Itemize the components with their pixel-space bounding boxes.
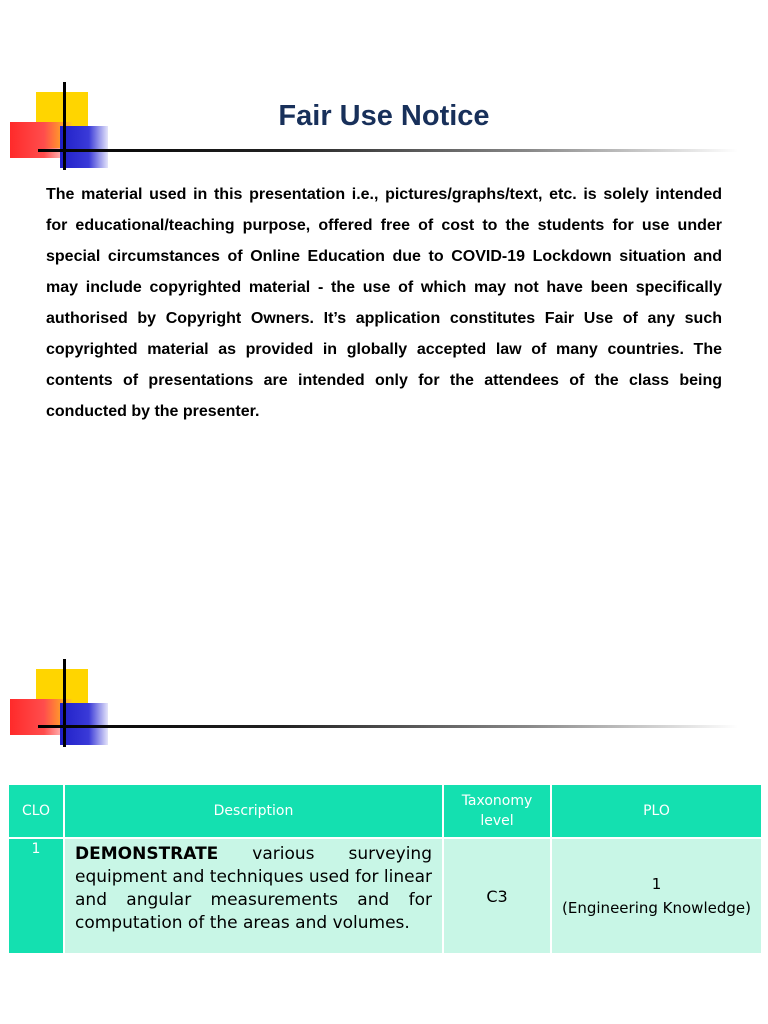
plo-label: (Engineering Knowledge) — [562, 899, 751, 917]
header-plo: PLO — [551, 784, 762, 838]
description-verb: DEMONSTRATE — [75, 844, 219, 864]
cell-clo-number: 1 — [8, 838, 64, 954]
header-taxonomy — [443, 784, 551, 838]
header-description: Description — [64, 784, 443, 838]
cell-plo — [551, 838, 762, 954]
slide-decoration-bottom — [10, 659, 130, 759]
vertical-line — [63, 659, 66, 747]
clo-table — [7, 783, 763, 955]
plo-number: 1 — [651, 875, 662, 893]
slide-title: Fair Use Notice — [278, 100, 490, 132]
header-taxonomy-line1: Taxonomy — [461, 793, 533, 809]
header-underline — [38, 725, 738, 728]
blue-square — [60, 703, 108, 745]
cell-taxonomy: C3 — [443, 838, 551, 954]
header-clo: CLO — [8, 784, 64, 838]
description-text: various surveying equipment and techniques used for linear and angular measurements and for computation of the areas and volumes. — [75, 844, 432, 933]
table-row — [8, 838, 762, 954]
title-underline — [38, 149, 738, 152]
cell-description — [64, 838, 443, 954]
fair-use-body: The material used in this presentation i.e., pictures/graphs/text, etc. is solely intended for educational/teaching purpose, offered free of cost to the students for use under special circumstances of Online Education due to COVID-19 Lockdown situation and may include copyrighted material - the use of which may not have been specifically authorised by Copyright Owners. It’s application constitutes Fair Use of any such copyrighted material as provided in globally accepted law of many countries. The contents of presentations are intended only for the attendees of the class being conducted by the presenter. — [46, 186, 722, 420]
table-header-row — [8, 784, 762, 838]
header-taxonomy-line2: level — [480, 813, 514, 829]
